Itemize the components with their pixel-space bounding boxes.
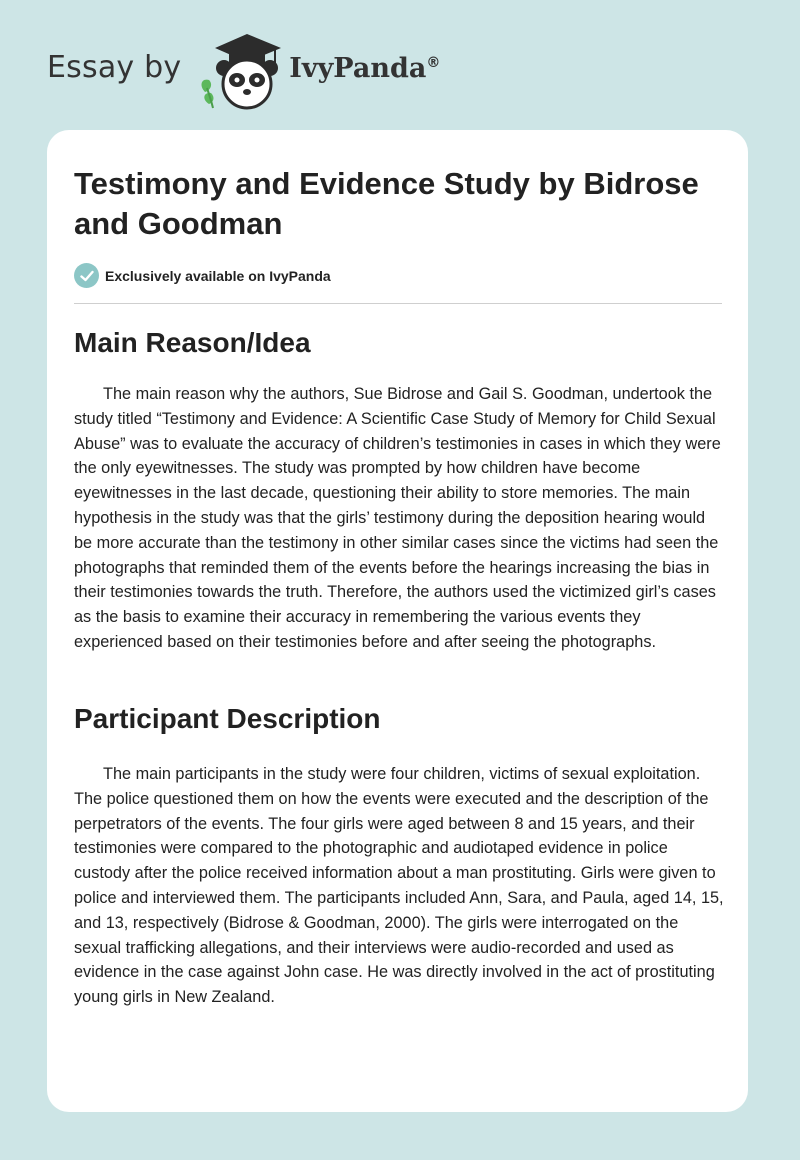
- section-heading-main-reason: Main Reason/Idea: [74, 327, 311, 358]
- section-text-main-reason: The main reason why the authors, Sue Bidrose and Gail S. Goodman, undertook the study titled “Testimony and Evidence: A Scientific Case Study of Memory for Child Sexual Abuse” was to evaluate the accuracy of children’s testimonies in cases in which they were the only eyewitnesses. The study was prompted by how children have become eyewitnesses in the last decade, questioning their ability to store memories. The main hypothesis in the study was that the girls’ testimony during the deposition hearing would be more accurate than the testimony in other similar cases since the victims had seen the photographs that reminded them of the events before the hearings increasing the bias in their testimonies towards the truth. Therefore, the authors used the victimized girl’s cases as the basis to examine their accuracy in remembering the various events they experienced based on their testimonies before and after seeing the photographs.: [74, 385, 721, 651]
- page-title: Testimony and Evidence Study by Bidrose and Goodman: [74, 166, 699, 241]
- panda-graduate-icon[interactable]: [195, 30, 287, 110]
- divider: [74, 303, 722, 304]
- registered-mark: ®: [426, 54, 441, 71]
- brand-text: IvyPanda: [289, 52, 427, 84]
- essay-by-label: Essay by: [47, 49, 182, 85]
- section-text-participant-description: The main participants in the study were four children, victims of sexual exploitation. The police questioned them on how the events were executed and the description of the perpetrators of the events. The four girls were aged between 8 and 15 years, and their testimonies were compared to the photographic and audiotaped evidence in police custody after the police received information about a man prostituting. Girls were given to police and interviewed them. The participants included Ann, Sara, and Paula, aged 14, 15, and 13, respectively (Bidrose & Goodman, 2000). The girls were interrogated on the sexual trafficking allegations, and their interviews were audio-recorded and used as evidence in the case against John case. He was directly involved in the act of prostituting young girls in New Zealand.: [74, 765, 724, 1007]
- essay-card: [47, 130, 748, 1112]
- section-heading-participant-description: Participant Description: [74, 703, 381, 734]
- site-header: [47, 30, 547, 110]
- check-circle-icon: [74, 263, 99, 288]
- exclusive-badge: [74, 263, 331, 288]
- badge-label: Exclusively available on IvyPanda: [105, 267, 331, 284]
- brand-name[interactable]: [289, 53, 440, 84]
